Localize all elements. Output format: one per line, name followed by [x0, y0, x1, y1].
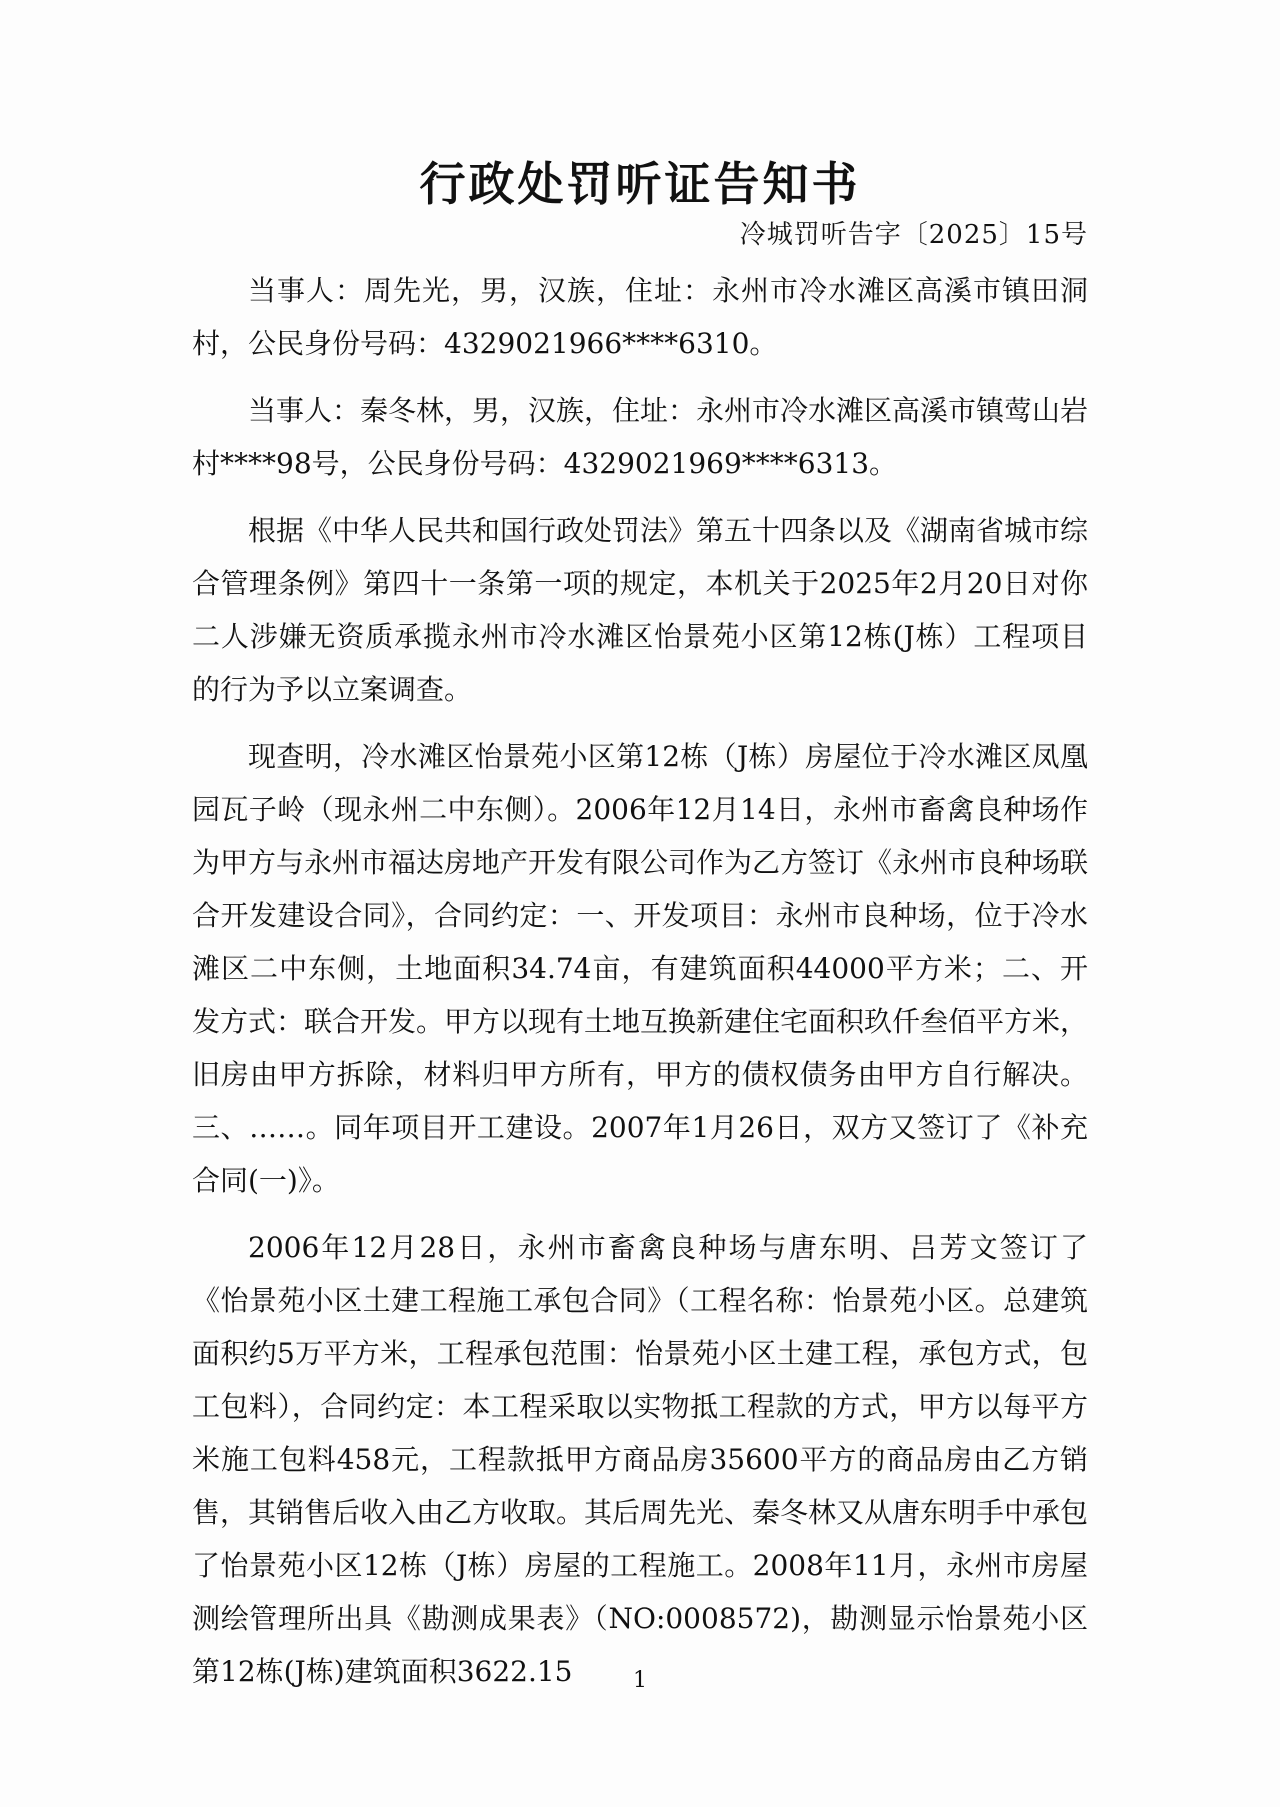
- contract-paragraph: 2006年12月28日，永州市畜禽良种场与唐东明、吕芳文签订了《怡景苑小区土建工程施工承包合同》（工程名称：怡景苑小区。总建筑面积约5万平方米，工程承包范围：怡景苑小区土建工程，承包方式，包工包料），合同约定：本工程采取以实物抵工程款的方式，甲方以每平方米施工包料458元，工程款抵甲方商品房35600平方的商品房由乙方销售，其销售后收入由乙方收取。其后周先光、秦冬林又从唐东明手中承包了怡景苑小区12栋（J栋）房屋的工程施工。2008年11月，永州市房屋测绘管理所出具《勘测成果表》（NO:0008572)，勘测显示怡景苑小区第12栋(J栋)建筑面积3622.15: [192, 1231, 1089, 1688]
- document-body: [192, 264, 1088, 1698]
- party-paragraph-2: 当事人：秦冬林，男，汉族，住址：永州市冷水滩区高溪市镇莺山岩村****98号，公民身份号码：4329021969****6313。: [192, 394, 1089, 480]
- document-number: 冷城罚听告字〔2025〕15号: [739, 220, 1088, 250]
- document-title: 行政处罚听证告知书: [419, 157, 861, 211]
- findings-paragraph: 现查明，冷水滩区怡景苑小区第12栋（J栋）房屋位于冷水滩区凤凰园瓦子岭（现永州二中东侧）。2006年12月14日，永州市畜禽良种场作为甲方与永州市福达房地产开发有限公司作为乙方签订《永州市良种场联合开发建设合同》，合同约定：一、开发项目：永州市良种场，位于冷水滩区二中东侧，土地面积34.74亩，有建筑面积44000平方米；二、开发方式：联合开发。甲方以现有土地互换新建住宅面积玖仟叁佰平方米，旧房由甲方拆除，材料归甲方所有，甲方的债权债务由甲方自行解决。三、……。同年项目开工建设。2007年1月26日，双方又签订了《补充合同(一)》。: [192, 740, 1089, 1197]
- party-paragraph-1: 当事人：周先光，男，汉族，住址：永州市冷水滩区高溪市镇田洞村，公民身份号码：4329021966****6310。: [192, 274, 1088, 360]
- page-number: 1: [633, 1668, 647, 1693]
- legal-basis-paragraph: 根据《中华人民共和国行政处罚法》第五十四条以及《湖南省城市综合管理条例》第四十一条第一项的规定，本机关于2025年2月20日对你二人涉嫌无资质承揽永州市冷水滩区怡景苑小区第12栋(J栋）工程项目的行为予以立案调查。: [192, 514, 1089, 706]
